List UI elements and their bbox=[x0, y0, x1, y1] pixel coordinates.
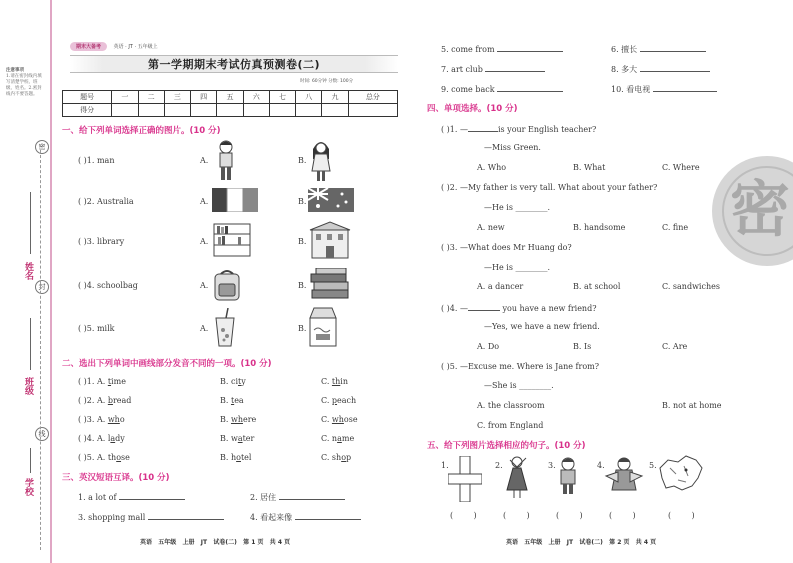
translation-item bbox=[250, 511, 361, 523]
mcq-reply: —She is ________. bbox=[484, 381, 554, 390]
question-label: ( )3. library bbox=[78, 237, 125, 246]
translation-item bbox=[78, 491, 185, 502]
option-b-text: ea bbox=[234, 396, 244, 405]
option-c bbox=[321, 415, 358, 424]
answer-blank[interactable] bbox=[497, 43, 563, 52]
mcq-option-b[interactable]: B. Is bbox=[573, 342, 592, 351]
score-input[interactable] bbox=[348, 104, 397, 117]
option-a-underlined: a bbox=[110, 434, 116, 443]
option-b bbox=[220, 396, 244, 405]
class-label: 班级 bbox=[23, 377, 33, 395]
score-cell: 九 bbox=[322, 91, 348, 104]
translation-prompt: 10. 看电视 bbox=[611, 85, 651, 94]
mcq-option-b[interactable]: B. What bbox=[573, 163, 606, 172]
option-b-text: B. ci bbox=[220, 377, 239, 386]
option-a-label: A. bbox=[200, 324, 209, 333]
option-b-underlined: wh bbox=[230, 415, 243, 424]
option-c-text: in bbox=[340, 377, 349, 386]
picture-number: 2. bbox=[495, 461, 503, 470]
option-c bbox=[321, 453, 351, 462]
translation-item bbox=[611, 83, 717, 95]
question-label: ( )4. A. bbox=[78, 434, 108, 443]
option-a-underlined: wh bbox=[107, 415, 120, 424]
seal-char-1: 密 bbox=[35, 140, 49, 154]
score-cell: 四 bbox=[191, 91, 217, 104]
score-input[interactable] bbox=[243, 104, 269, 117]
option-c bbox=[321, 434, 354, 443]
option-c-underlined: wh bbox=[331, 415, 344, 424]
option-a-underlined: t bbox=[107, 377, 112, 386]
australia-flag-picture[interactable] bbox=[308, 188, 354, 212]
phonics-row bbox=[78, 415, 125, 424]
option-b-text: B. w bbox=[220, 434, 238, 443]
translation-item bbox=[611, 63, 710, 75]
answer-blank[interactable] bbox=[295, 511, 361, 520]
option-c-text: C. bbox=[321, 377, 332, 386]
score-table-header-row bbox=[63, 91, 398, 104]
books-picture[interactable] bbox=[308, 268, 352, 300]
gutter-border bbox=[50, 0, 52, 563]
translation-prompt: 3. shopping mall bbox=[78, 513, 146, 522]
library-building-picture[interactable] bbox=[308, 220, 352, 260]
answer-blank[interactable] bbox=[653, 83, 717, 92]
mcq-option-a[interactable]: A. Who bbox=[477, 163, 507, 172]
mcq-option-c[interactable]: C. Where bbox=[662, 163, 700, 172]
mcq-option-c[interactable]: C. fine bbox=[662, 223, 689, 232]
crossroads-picture bbox=[448, 456, 482, 502]
answer-bracket[interactable]: ( ) bbox=[556, 511, 583, 520]
option-c-underlined: a bbox=[337, 434, 342, 443]
option-b-underlined: o bbox=[236, 453, 241, 462]
option-c-text: ose bbox=[343, 415, 358, 424]
option-a-label: A. bbox=[200, 197, 209, 206]
flag-picture-a[interactable] bbox=[212, 188, 258, 212]
score-input[interactable] bbox=[296, 104, 322, 117]
shelf-picture[interactable] bbox=[212, 222, 252, 258]
option-c-text: each bbox=[337, 396, 357, 405]
option-b-label: B. bbox=[298, 281, 307, 290]
option-b-text: B. bbox=[220, 415, 231, 424]
score-cell: 二 bbox=[138, 91, 164, 104]
mcq-option-a[interactable]: A. a dancer bbox=[477, 282, 524, 291]
seal-stamp bbox=[712, 156, 793, 266]
footer-right: 英语 五年级 上册 JT 试卷(二) 第 2 页 共 4 页 bbox=[506, 539, 657, 546]
notice-text: 1.请在密封线内填写清楚学校、班级、姓名。2.密封线内不要答题。 bbox=[6, 74, 42, 97]
answer-bracket[interactable]: ( ) bbox=[450, 511, 477, 520]
mcq-stem: ( )1. — bbox=[441, 125, 468, 134]
score-row-label: 得分 bbox=[63, 104, 112, 117]
milk-carton-picture[interactable] bbox=[308, 306, 338, 348]
option-b-underlined: t bbox=[238, 377, 242, 386]
mcq-option-a[interactable]: A. new bbox=[477, 223, 505, 232]
option-a-label: A. bbox=[200, 156, 209, 165]
question-label: ( )1. A. bbox=[78, 377, 108, 386]
translation-prompt: 8. 多大 bbox=[611, 65, 638, 74]
mcq-stem: is your English teacher? bbox=[497, 125, 597, 134]
option-b-text: B. h bbox=[220, 453, 237, 462]
section3-title: 三、英汉短语互译。(10 分) bbox=[62, 473, 170, 483]
mcq-option-c[interactable]: C. sandwiches bbox=[662, 282, 720, 291]
option-c bbox=[321, 377, 348, 386]
score-cell: 五 bbox=[217, 91, 243, 104]
score-table bbox=[62, 90, 398, 117]
translation-prompt: 4. 看起来像 bbox=[250, 513, 293, 522]
option-c-text: C. n bbox=[321, 434, 338, 443]
translation-item bbox=[250, 491, 345, 503]
translation-item bbox=[441, 83, 563, 94]
mcq-reply: —Yes, we have a new friend. bbox=[484, 322, 600, 331]
answer-blank[interactable] bbox=[640, 63, 710, 72]
option-b-label: B. bbox=[298, 324, 307, 333]
score-cell: 一 bbox=[112, 91, 138, 104]
man-picture[interactable] bbox=[213, 140, 239, 182]
mcq-question: ( )5. —Excuse me. Where is Jane from? bbox=[441, 362, 600, 371]
page-title: 第一学期期末考试仿真预测卷(二) bbox=[147, 58, 321, 71]
question-label: ( )5. A. bbox=[78, 453, 108, 462]
mcq-option-b[interactable]: B. not at home bbox=[662, 401, 722, 410]
mcq-stem: ( )4. — bbox=[441, 304, 468, 313]
mcq-question bbox=[441, 123, 596, 134]
picture-number: 1. bbox=[441, 461, 449, 470]
answer-bracket[interactable]: ( ) bbox=[609, 511, 636, 520]
option-a-underlined: b bbox=[107, 396, 113, 405]
class-field[interactable] bbox=[30, 318, 31, 370]
question-label: ( )5. milk bbox=[78, 324, 115, 333]
score-input[interactable] bbox=[217, 104, 243, 117]
score-input[interactable] bbox=[138, 104, 164, 117]
option-c-underlined: o bbox=[341, 453, 347, 462]
option-a-label: A. bbox=[200, 237, 209, 246]
option-c bbox=[321, 396, 356, 405]
seal-stamp-char: 密 bbox=[730, 175, 790, 245]
question-label: ( )1. man bbox=[78, 156, 115, 165]
notice-box bbox=[6, 68, 46, 128]
phonics-row bbox=[78, 377, 126, 386]
header-badge-row bbox=[70, 41, 330, 51]
option-b-label: B. bbox=[298, 156, 307, 165]
option-a-text: th bbox=[107, 453, 117, 462]
option-c-underlined: th bbox=[331, 377, 341, 386]
option-b-underlined: a bbox=[237, 434, 243, 443]
translation-prompt: 1. a lot of bbox=[78, 493, 117, 502]
score-cell: 题号 bbox=[63, 91, 112, 104]
mcq-option-a[interactable]: A. Do bbox=[477, 342, 500, 351]
translation-prompt: 9. come back bbox=[441, 85, 495, 94]
name-label: 姓名 bbox=[23, 262, 33, 280]
answer-blank[interactable] bbox=[468, 123, 498, 132]
answer-blank[interactable] bbox=[279, 491, 345, 500]
section5-title: 五、给下列图片选择相应的句子。(10 分) bbox=[427, 441, 586, 451]
option-a-text: l bbox=[107, 434, 111, 443]
picture-number: 4. bbox=[597, 461, 605, 470]
option-b-text: ter bbox=[242, 434, 255, 443]
notice-title: 注意事项 bbox=[6, 68, 24, 73]
option-c-underlined: p bbox=[331, 396, 338, 405]
score-cell: 三 bbox=[164, 91, 190, 104]
school-field[interactable] bbox=[30, 448, 31, 473]
option-b bbox=[220, 453, 251, 462]
option-b bbox=[220, 434, 254, 443]
answer-blank[interactable] bbox=[119, 491, 185, 500]
translation-prompt: 7. art club bbox=[441, 65, 483, 74]
seal-char-3: 线 bbox=[35, 427, 49, 441]
badge: 期末大备考 bbox=[70, 42, 107, 51]
schoolbag-picture[interactable] bbox=[212, 268, 242, 302]
question-label: ( )2. Australia bbox=[78, 197, 134, 206]
option-a-text: read bbox=[112, 396, 132, 405]
score-input[interactable] bbox=[164, 104, 190, 117]
translation-prompt: 2. 居住 bbox=[250, 493, 277, 502]
mcq-reply: —He is ________. bbox=[484, 263, 551, 272]
option-b-text: ere bbox=[242, 415, 257, 424]
option-b bbox=[220, 415, 256, 424]
score-input[interactable] bbox=[269, 104, 295, 117]
section2-title: 二、选出下列单词中画线部分发音不同的一项。(10 分) bbox=[62, 359, 272, 369]
picture-number: 5. bbox=[649, 461, 657, 470]
school-label: 学校 bbox=[23, 478, 33, 496]
sandwich-girl-picture bbox=[604, 456, 644, 496]
mcq-option-a[interactable]: A. the classroom bbox=[477, 401, 545, 410]
answer-bracket[interactable]: ( ) bbox=[503, 511, 530, 520]
mcq-reply: —He is ________. bbox=[484, 203, 551, 212]
option-c-text: C. sh bbox=[321, 453, 342, 462]
map-picture bbox=[656, 454, 704, 494]
section4-title: 四、单项选择。(10 分) bbox=[427, 104, 518, 114]
mcq-option-b[interactable]: B. at school bbox=[573, 282, 621, 291]
score-cell: 七 bbox=[269, 91, 295, 104]
score-input[interactable] bbox=[322, 104, 348, 117]
option-a-text: o bbox=[119, 415, 125, 424]
option-a-text: dy bbox=[115, 434, 125, 443]
option-b-label: B. bbox=[298, 197, 307, 206]
option-c-text: me bbox=[341, 434, 355, 443]
mcq-question: ( )2. —My father is very tall. What about your father? bbox=[441, 183, 658, 192]
time-score: 时间: 60分钟 分数: 100分 bbox=[300, 79, 354, 84]
option-b-underlined: t bbox=[230, 396, 235, 405]
answer-blank[interactable] bbox=[497, 83, 563, 92]
juice-cup-picture[interactable] bbox=[212, 308, 238, 348]
answer-blank[interactable] bbox=[485, 63, 545, 72]
option-b-text: y bbox=[241, 377, 246, 386]
option-b bbox=[220, 377, 246, 386]
option-c-text: C. bbox=[321, 415, 332, 424]
seal-dash-line bbox=[40, 150, 41, 550]
option-c-text: p bbox=[346, 453, 352, 462]
score-input[interactable] bbox=[191, 104, 217, 117]
mcq-option-c[interactable]: C. Are bbox=[662, 342, 688, 351]
mcq-question: ( )3. —What does Mr Huang do? bbox=[441, 243, 572, 252]
option-c-text: C. bbox=[321, 396, 332, 405]
translation-item bbox=[611, 43, 706, 55]
child-picture bbox=[555, 456, 581, 496]
option-a-label: A. bbox=[200, 281, 209, 290]
score-input[interactable] bbox=[112, 104, 138, 117]
section1-title: 一、给下列单词选择正确的图片。(10 分) bbox=[62, 126, 221, 136]
translation-item bbox=[78, 511, 224, 522]
binding-gutter bbox=[0, 0, 55, 563]
answer-blank[interactable] bbox=[640, 43, 706, 52]
option-a-text: se bbox=[121, 453, 130, 462]
seal-char-2: 封 bbox=[35, 280, 49, 294]
answer-blank[interactable] bbox=[148, 511, 224, 520]
phonics-row bbox=[78, 434, 125, 443]
translation-prompt: 5. come from bbox=[441, 45, 495, 54]
phonics-row bbox=[78, 453, 130, 462]
option-b-text: tel bbox=[240, 453, 252, 462]
dancer-picture bbox=[502, 456, 532, 498]
woman-picture[interactable] bbox=[308, 139, 334, 183]
translation-prompt: 6. 擅长 bbox=[611, 45, 638, 54]
picture-number: 3. bbox=[548, 461, 556, 470]
score-table-score-row bbox=[63, 104, 398, 117]
option-b-text: B. bbox=[220, 396, 231, 405]
phonics-row bbox=[78, 396, 131, 405]
option-b-label: B. bbox=[298, 237, 307, 246]
answer-bracket[interactable]: ( ) bbox=[668, 511, 695, 520]
subject-line: 英语 · JT · 五年级上 bbox=[113, 44, 158, 50]
score-cell: 六 bbox=[243, 91, 269, 104]
mcq-option-b[interactable]: B. handsome bbox=[573, 223, 626, 232]
option-a-underlined: o bbox=[116, 453, 122, 462]
name-field[interactable] bbox=[30, 192, 31, 254]
option-a-text: ime bbox=[111, 377, 126, 386]
question-label: ( )2. A. bbox=[78, 396, 108, 405]
mcq-reply: —Miss Green. bbox=[484, 143, 541, 152]
question-label: ( )4. schoolbag bbox=[78, 281, 138, 290]
mcq-question bbox=[441, 302, 597, 313]
question-label: ( )3. A. bbox=[78, 415, 108, 424]
mcq-option-c[interactable]: C. from England bbox=[477, 421, 544, 430]
translation-item bbox=[441, 63, 545, 74]
score-cell: 总分 bbox=[348, 91, 397, 104]
footer-left: 英语 五年级 上册 JT 试卷(二) 第 1 页 共 4 页 bbox=[140, 539, 291, 546]
mcq-stem: you have a new friend? bbox=[502, 304, 597, 313]
answer-blank[interactable] bbox=[468, 302, 500, 311]
score-cell: 八 bbox=[296, 91, 322, 104]
translation-item bbox=[441, 43, 563, 54]
